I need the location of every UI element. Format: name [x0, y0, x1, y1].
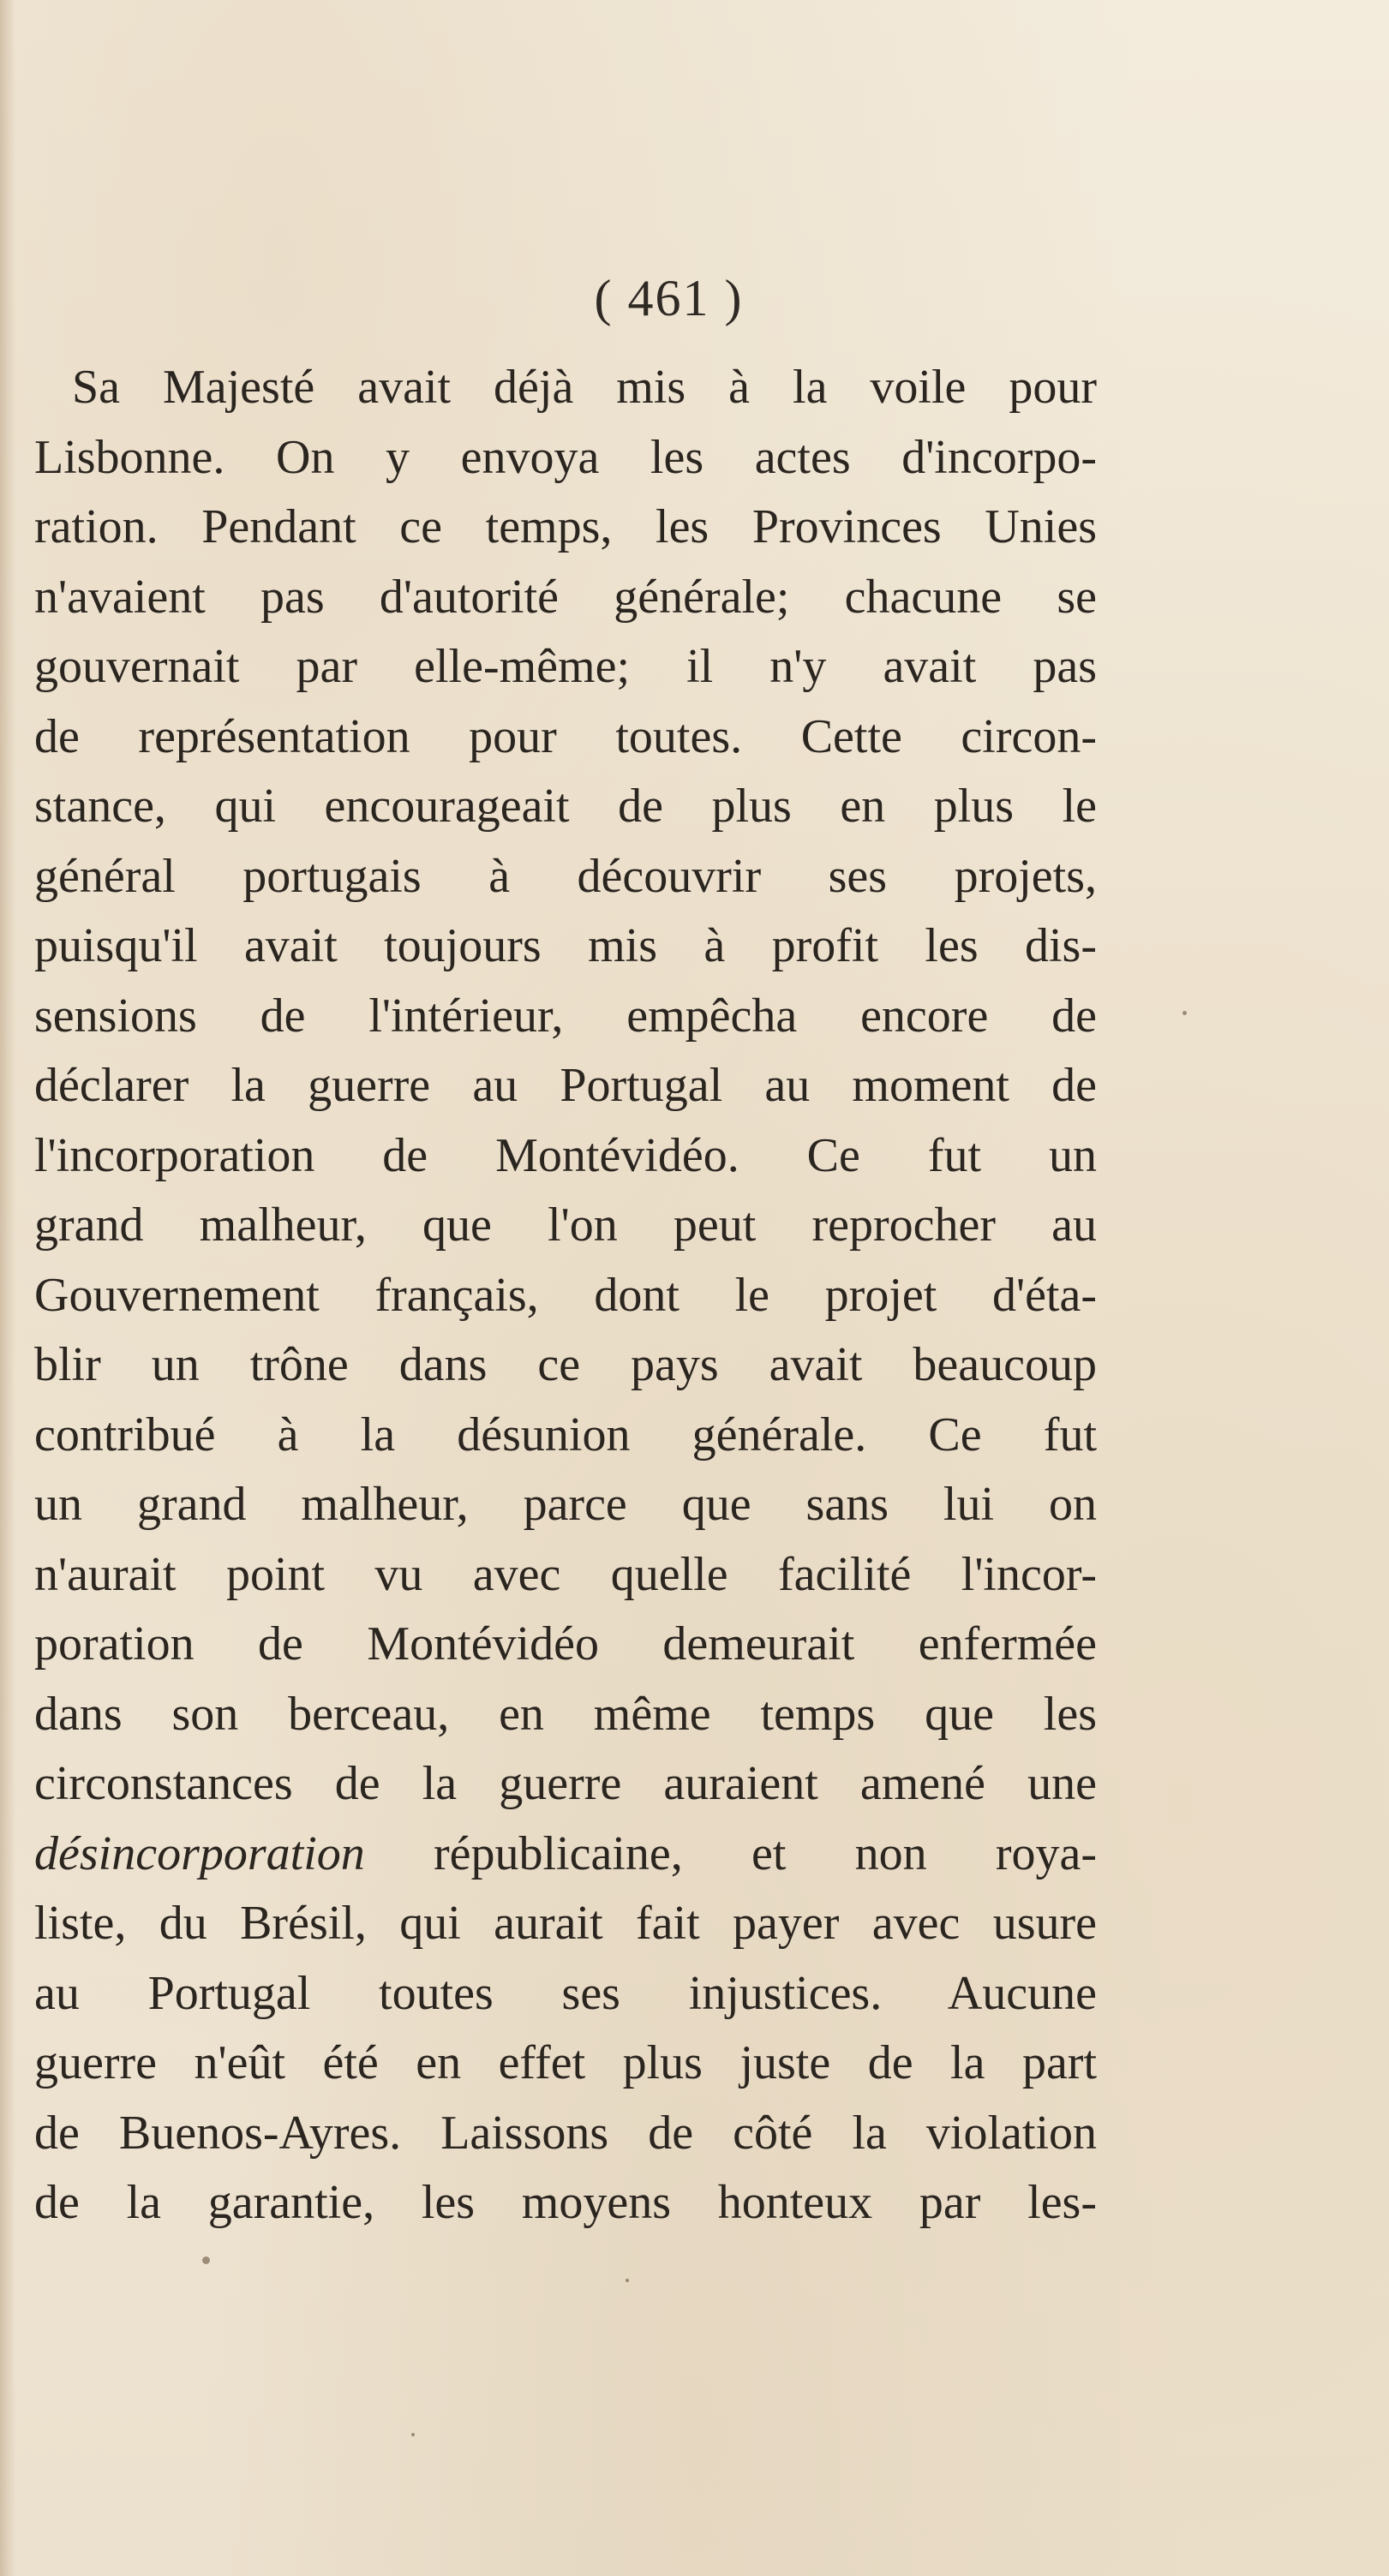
text-line: dans son berceau, en même temps que les	[34, 1687, 1097, 1741]
body-text	[34, 353, 1097, 2238]
paper-speck	[626, 2279, 629, 2282]
text-line-italic	[34, 1820, 1097, 1890]
text-line: général portugais à découvrir ses projets,	[34, 849, 1097, 903]
text-line: ration. Pendant ce temps, les Provinces Unies	[34, 500, 1097, 553]
text-line: guerre n'eût été en effet plus juste de la part	[34, 2036, 1097, 2089]
text-line: déclarer la guerre au Portugal au moment de	[34, 1059, 1097, 1112]
text-line: de Buenos-Ayres. Laissons de côté la violation	[34, 2106, 1097, 2160]
text-line: un grand malheur, parce que sans lui on	[34, 1478, 1097, 1531]
text-line: contribué à la désunion générale. Ce fut	[34, 1408, 1097, 1461]
paper-speck	[202, 2256, 210, 2264]
text-line: liste, du Brésil, qui aurait fait payer avec usure	[34, 1897, 1097, 1950]
text-line: puisqu'il avait toujours mis à profit les dis-	[34, 919, 1097, 972]
text-line: Lisbonne. On y envoya les actes d'incorpo-	[34, 430, 1097, 484]
text-line: Gouvernement français, dont le projet d'éta-	[34, 1268, 1097, 1322]
text-line: n'aurait point vu avec quelle facilité l'incor-	[34, 1547, 1097, 1601]
text-line: blir un trône dans ce pays avait beaucoup	[34, 1338, 1097, 1391]
italic-line-rest: républicaine, et non roya-	[364, 1826, 1097, 1880]
text-line: de représentation pour toutes. Cette circon-	[34, 709, 1097, 763]
text-line: de la garantie, les moyens honteux par les-	[34, 2176, 1097, 2229]
text-line: gouvernait par elle-même; il n'y avait pas	[34, 640, 1097, 693]
page-gutter-shadow	[0, 0, 15, 2576]
paper-speck	[411, 2433, 415, 2436]
text-line: poration de Montévidéo demeurait enfermée	[34, 1617, 1097, 1671]
text-line: l'incorporation de Montévidéo. Ce fut un	[34, 1128, 1097, 1182]
text-line: circonstances de la guerre auraient amené une	[34, 1757, 1097, 1810]
text-line: stance, qui encourageait de plus en plus le	[34, 780, 1097, 833]
text-line: sensions de l'intérieur, empêcha encore de	[34, 989, 1097, 1043]
page-number: ( 461 )	[594, 270, 744, 326]
text-line: Sa Majesté avait déjà mis à la voile pour	[72, 361, 1097, 414]
paper-speck	[1182, 1011, 1187, 1015]
text-line: grand malheur, que l'on peut reprocher au	[34, 1198, 1097, 1252]
italic-emphasis: désincorporation	[34, 1826, 365, 1880]
text-line: au Portugal toutes ses injustices. Aucune	[34, 1966, 1097, 2020]
text-line: n'avaient pas d'autorité générale; chacune se	[34, 570, 1097, 624]
